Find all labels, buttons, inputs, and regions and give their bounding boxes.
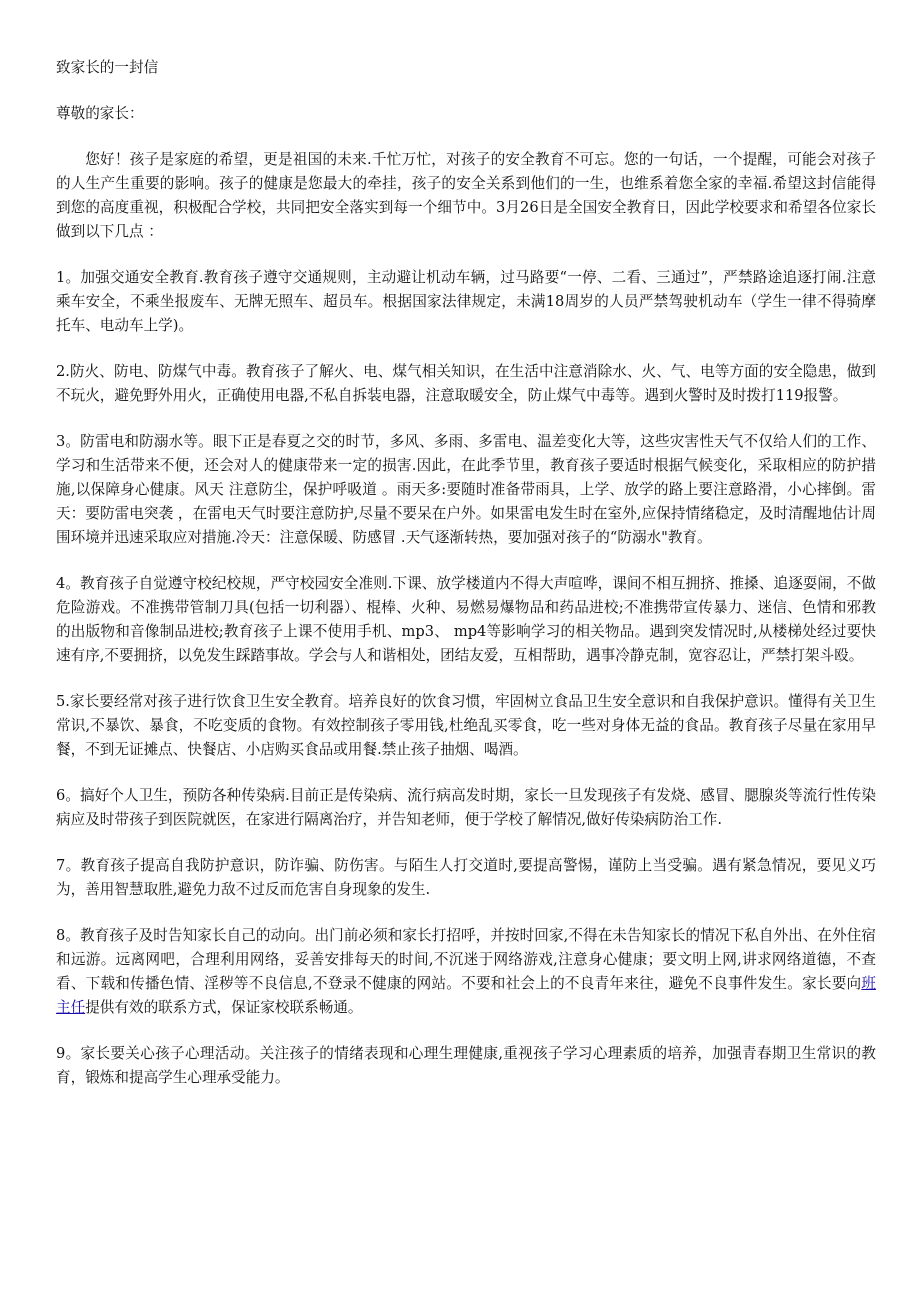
item-1-traffic-safety: 1。加强交通安全教育.教育孩子遵守交通规则，主动避让机动车辆，过马路要“一停、二看、三通过”，严禁路途追逐打闹.注意乘车安全，不乘坐报废车、无牌无照车、超员车。根据国家法律规定，未满18周岁的人员严禁驾驶机动车（学生一律不得骑摩托车、电动车上学)。 xyxy=(56,269,876,334)
letter-title: 致家长的一封信 xyxy=(56,59,159,76)
item-8-text-before: 8。教育孩子及时告知家长自己的动向。出门前必须和家长打招呼，并按时回家,不得在未告知家长的情况下私自外出、在外住宿和远游。远离网吧，合理利用网络，妥善安排每天的时间,不沉迷于网络游戏,注意身心健康；要文明上网,讲求网络道德，不查看、下载和传播色情、淫秽等不良信息,不登录不健康的网站。不要和社会上的不良青年来往，避免不良事件发生。家长要向 xyxy=(56,927,876,992)
item-4-school-rules: 4。教育孩子自觉遵守校纪校规，严守校园安全准则.下课、放学楼道内不得大声喧哗，课间不相互拥挤、推搡、追逐耍闹，不做危险游戏。不准携带管制刀具(包括一切利器）、棍棒、火种、易燃易爆物品和药品进校;不准携带宣传暴力、迷信、色情和邪教的出版物和音像制品进校;教育孩子上课不使用手机、mp3、 mp4等影响学习的相关物品。遇到突发情况时,从楼梯处经过要快速有序,不要拥挤，以免发生踩踏事故。学会与人和谐相处，团结友爱，互相帮助，遇事冷静克制，宽容忍让，严禁打架斗殴。 xyxy=(56,575,876,664)
item-8-text-after: 提供有效的联系方式，保证家校联系畅通。 xyxy=(85,999,363,1016)
item-8-whereabouts xyxy=(56,924,876,1020)
letter-page xyxy=(56,56,876,1112)
item-7-self-protection: 7。教育孩子提高自我防护意识，防诈骗、防伤害。与陌生人打交道时,要提高警惕，谨防上当受骗。遇有紧急情况，要见义巧为，善用智慧取胜,避免力敌不过反而危害自身现象的发生. xyxy=(56,857,876,898)
item-5-food-safety: 5.家长要经常对孩子进行饮食卫生安全教育。培养良好的饮食习惯，牢固树立食品卫生安全意识和自我保护意识。懂得有关卫生常识,不暴饮、暴食，不吃变质的食物。有效控制孩子零用钱,杜绝乱买零食，吃一些对身体无益的食品。教育孩子尽量在家用早餐，不到无证摊点、快餐店、小店购买食品或用餐.禁止孩子抽烟、喝酒。 xyxy=(56,693,876,758)
intro-paragraph: 您好！孩子是家庭的希望，更是祖国的未来.千忙万忙，对孩子的安全教育不可忘。您的一句话，一个提醒，可能会对孩子的人生产生重要的影响。孩子的健康是您最大的牵挂，孩子的安全关系到他们的一生，也维系着您全家的幸福.希望这封信能得到您的高度重视，积极配合学校，共同把安全落实到每一个细节中。3月26日是全国安全教育日，因此学校要求和希望各位家长做到以下几点 ： xyxy=(56,151,876,240)
item-3-lightning-drowning: 3。防雷电和防溺水等。眼下正是春夏之交的时节，多风、多雨、多雷电、温差变化大等，这些灾害性天气不仅给人们的工作、学习和生活带来不便，还会对人的健康带来一定的损害.因此，在此季节里，教育孩子要适时根据气候变化，采取相应的防护措施,以保障身心健康。风天 注意防尘，保护呼吸道 。雨天多:要随时准备带雨具，上学、放学的路上要注意路滑，小心摔倒。雷天：要防雷电突袭 ，在雷电天气时要注意防护,尽量不要呆在户外。如果雷电发生时在室外,应保持情绪稳定，及时清醒地估计周围环境并迅速采取应对措施.冷天：注意保暖、防感冒 .天气逐渐转热，要加强对孩子的“防溺水"教育。 xyxy=(56,433,876,546)
item-6-hygiene: 6。搞好个人卫生，预防各种传染病.目前正是传染病、流行病高发时期，家长一旦发现孩子有发烧、感冒、腮腺炎等流行性传染病应及时带孩子到医院就医，在家进行隔离治疗，并告知老师，便于学校了解情况,做好传染病防治工作. xyxy=(56,787,876,828)
head-teacher-link[interactable]: 班主任 xyxy=(56,975,876,1016)
item-2-fire-electric-gas: 2.防火、防电、防煤气中毒。教育孩子了解火、电、煤气相关知识，在生活中注意消除水、火、气、电等方面的安全隐患，做到不玩火，避免野外用火，正确使用电器,不私自拆装电器，注意取暖安全，防止煤气中毒等。遇到火警时及时拨打119报警。 xyxy=(56,363,876,404)
salutation: 尊敬的家长： xyxy=(56,105,144,122)
item-9-mental-health: 9。家长要关心孩子心理活动。关注孩子的情绪表现和心理生理健康,重视孩子学习心理素质的培养，加强青春期卫生常识的教育，锻炼和提高学生心理承受能力。 xyxy=(56,1045,876,1086)
